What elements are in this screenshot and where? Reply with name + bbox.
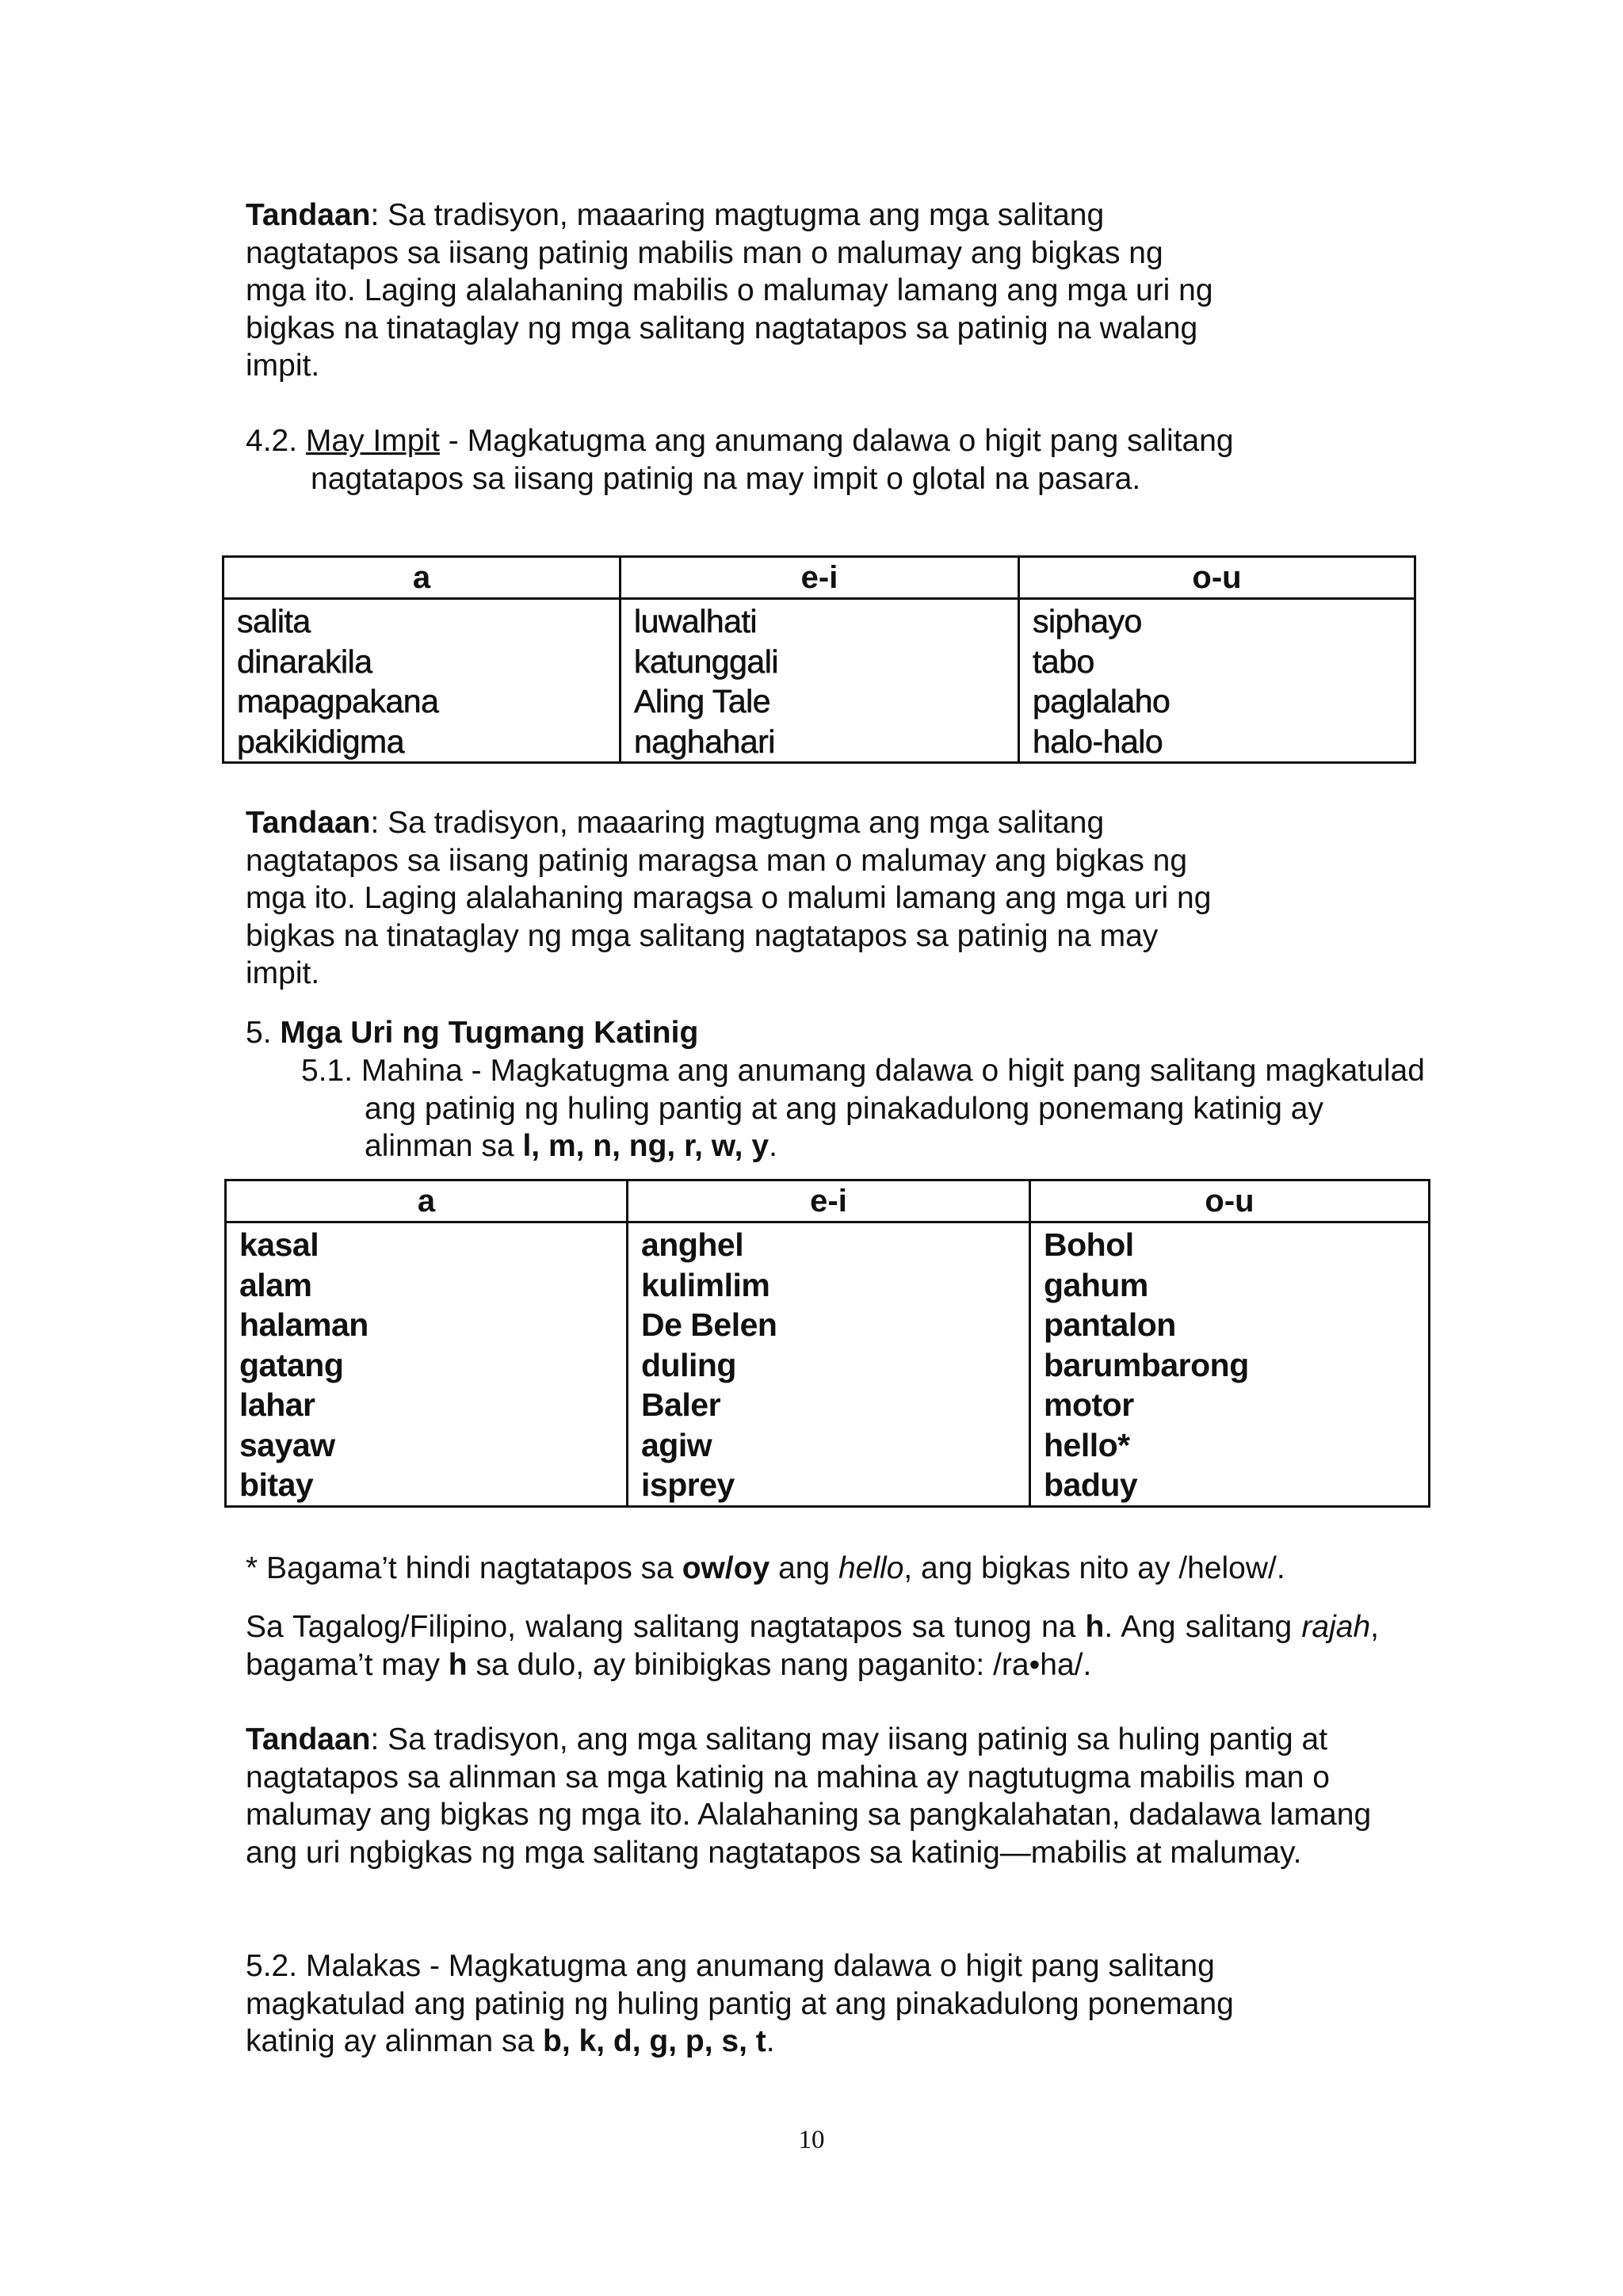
note-label: Tandaan	[246, 806, 371, 840]
column-header-e-i: e-i	[628, 1180, 1030, 1222]
period: .	[766, 2024, 775, 2058]
note-label: Tandaan	[246, 198, 371, 232]
note-text: : Sa tradisyon, maaaring magtugma ang mga salitang nagtatapos sa iisang patinig maragsa man o malumay ang bigkas ng mga ito. Laging alalahaning maragsa o malumi lamang ang mga uri ng bigkas na tinataglay ng mga salitang nagtatapos sa patinig na may impit.	[246, 806, 1212, 990]
list-item: halaman	[239, 1306, 369, 1343]
list-item: siphayo	[1033, 603, 1142, 639]
section-number: 4.2.	[246, 424, 298, 458]
note-tandaan-1	[246, 196, 1228, 385]
column-header-e-i: e-i	[621, 557, 1019, 599]
list-item: mapagpakana	[237, 683, 439, 719]
section-number: 5.1.	[301, 1054, 353, 1088]
table-header-row	[223, 557, 1415, 599]
section-5-1	[301, 1052, 1426, 1165]
list-item: katunggali	[634, 643, 778, 680]
list-item: Aling Tale	[634, 683, 771, 719]
footnote-emphasis: ow/oy	[682, 1551, 770, 1585]
consonant-list: l, m, n, ng, r, w, y	[522, 1129, 769, 1163]
tagalog-note	[246, 1608, 1379, 1684]
page-number: 10	[798, 2126, 825, 2154]
note-tandaan-2	[246, 804, 1228, 993]
note-text: , bagama’t may	[246, 1610, 1379, 1682]
list-item: bitay	[239, 1466, 314, 1503]
footnote	[246, 1550, 1434, 1588]
list-item: salita	[237, 603, 311, 639]
list-item: isprey	[641, 1466, 735, 1503]
column-a	[223, 599, 621, 763]
list-item: luwalhati	[634, 603, 758, 639]
letter-h: h	[448, 1647, 468, 1682]
section-text: Mahina - Magkatugma ang anumang dalawa o higit pang salitang magkatulad ang patinig ng huling pantig at ang pinakadulong ponemang katinig ay alinman sa	[361, 1054, 1425, 1163]
column-header-a: a	[226, 1180, 628, 1222]
list-item: naghahari	[634, 723, 775, 760]
rhyme-table-impit	[222, 555, 1416, 764]
section-term: May Impit	[305, 424, 440, 458]
list-item: gahum	[1044, 1266, 1148, 1303]
list-item: pakikidigma	[237, 723, 404, 760]
note-text: . Ang salitang	[1104, 1610, 1302, 1644]
list-item: motor	[1044, 1386, 1134, 1423]
note-label: Tandaan	[246, 1722, 371, 1756]
table-body-row	[223, 599, 1415, 763]
list-item: Baler	[641, 1386, 721, 1423]
letter-h: h	[1085, 1610, 1105, 1644]
list-item: baduy	[1044, 1466, 1138, 1503]
column-e-i	[628, 1222, 1030, 1507]
list-item: lahar	[239, 1386, 315, 1423]
note-text: Sa Tagalog/Filipino, walang salitang nagtatapos sa tunog na	[246, 1610, 1086, 1644]
section-5-heading	[246, 1014, 1434, 1052]
list-item: anghel	[641, 1226, 744, 1263]
term-rajah: rajah	[1301, 1610, 1371, 1644]
column-a	[226, 1222, 628, 1507]
table-header-row	[226, 1180, 1430, 1222]
note-tandaan-3	[246, 1721, 1387, 1871]
column-e-i	[621, 599, 1019, 763]
note-text: : Sa tradisyon, ang mga salitang may iisang patinig sa huling pantig at nagtatapos sa alinman sa mga katinig na mahina ay nagtutugma mabilis man o malumay ang bigkas ng mga ito. Alalahaning sa pangkalahatan, dadalawa lamang ang uri ngbigkas ng mga salitang nagtatapos sa katinig—mabilis at malumay.	[246, 1722, 1372, 1870]
section-5-2	[246, 1947, 1316, 2061]
column-o-u	[1019, 599, 1415, 763]
section-number: 5.2.	[246, 1949, 298, 1983]
list-item: barumbarong	[1044, 1346, 1249, 1383]
list-item: duling	[641, 1346, 736, 1383]
consonant-list: b, k, d, g, p, s, t	[543, 2024, 766, 2058]
rhyme-table-mahina	[224, 1179, 1430, 1508]
footnote-text: * Bagama’t hindi nagtatapos sa	[246, 1551, 682, 1585]
column-header-o-u: o-u	[1019, 557, 1415, 599]
period: .	[769, 1129, 777, 1163]
footnote-term: hello	[838, 1551, 904, 1585]
list-item: gatang	[239, 1346, 344, 1383]
list-item: halo-halo	[1033, 723, 1163, 760]
list-item: De Belen	[641, 1306, 777, 1343]
list-item: paglalaho	[1033, 683, 1170, 719]
list-item: dinarakila	[237, 643, 372, 680]
list-item: pantalon	[1044, 1306, 1176, 1343]
list-item: hello*	[1044, 1426, 1130, 1463]
column-header-a: a	[223, 557, 621, 599]
list-item: Bohol	[1044, 1226, 1134, 1263]
footnote-text: , ang bigkas nito ay /helow/.	[903, 1551, 1285, 1585]
list-item: tabo	[1033, 643, 1094, 680]
column-o-u	[1030, 1222, 1430, 1507]
note-text: : Sa tradisyon, maaaring magtugma ang mga salitang nagtatapos sa iisang patinig mabilis man o malumay ang bigkas ng mga ito. Laging alalahaning mabilis o malumay lamang ang mga uri ng bigkas na tinataglay ng mga salitang nagtatapos sa patinig na walang impit.	[246, 198, 1213, 383]
list-item: kulimlim	[641, 1266, 770, 1303]
list-item: kasal	[239, 1226, 319, 1263]
section-number: 5.	[246, 1016, 272, 1050]
note-text: sa dulo, ay binibigkas nang paganito: /ra•ha/.	[467, 1647, 1092, 1682]
column-header-o-u: o-u	[1030, 1180, 1430, 1222]
section-title: Mga Uri ng Tugmang Katinig	[280, 1016, 699, 1050]
list-item: alam	[239, 1266, 312, 1303]
list-item: sayaw	[239, 1426, 335, 1463]
section-text: Malakas - Magkatugma ang anumang dalawa o higit pang salitang magkatulad ang patinig ng huling pantig at ang pinakadulong ponemang katinig ay alinman sa	[246, 1949, 1234, 2058]
table-body-row	[226, 1222, 1430, 1507]
section-text: - Magkatugma ang anumang dalawa o higit pang salitang nagtatapos sa iisang patinig na may impit o glotal na pasara.	[311, 424, 1234, 496]
list-item: agiw	[641, 1426, 712, 1463]
section-4-2	[246, 422, 1309, 498]
footnote-text: ang	[769, 1551, 838, 1585]
